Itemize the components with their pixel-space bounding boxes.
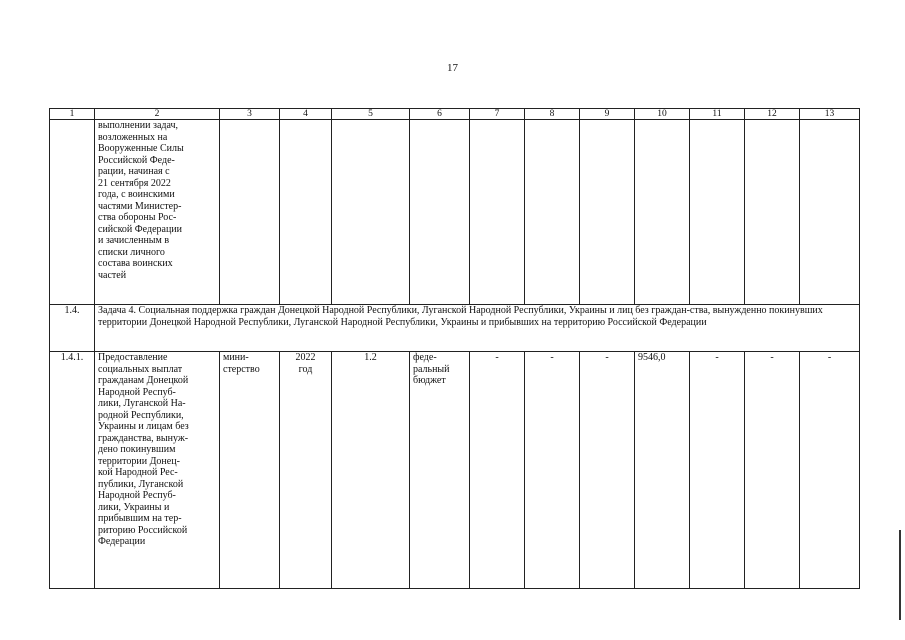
- page-number: 17: [447, 62, 458, 74]
- header-cell: 10: [635, 109, 690, 120]
- header-row: [50, 109, 860, 120]
- item-col12: -: [745, 352, 800, 589]
- item-description: Предоставление социальных выплат гражданам Донецкой Народной Респуб- лики, Луганской На- родной Республики, Украины и лицам без гражданства, вынуж- дено покинувшим территории Донец- кой Народной Рес- публики, Луганской Народной Респуб- лики, Украины и прибывшим на тер- риторию Российской Федерации: [95, 352, 220, 589]
- scan-edge-mark: [899, 530, 901, 620]
- item-year: 2022 год: [280, 352, 332, 589]
- header-cell: 12: [745, 109, 800, 120]
- header-cell: 4: [280, 109, 332, 120]
- cell-empty: [635, 120, 690, 305]
- cell-empty: [332, 120, 410, 305]
- cell-empty: [220, 120, 280, 305]
- item-number: 1.4.1.: [50, 352, 95, 589]
- header-cell: 7: [470, 109, 525, 120]
- task-row: [50, 305, 860, 352]
- cell-empty: [470, 120, 525, 305]
- item-executor: мини- стерство: [220, 352, 280, 589]
- cell-empty: [745, 120, 800, 305]
- header-cell: 3: [220, 109, 280, 120]
- header-cell: 5: [332, 109, 410, 120]
- cell-empty: [50, 120, 95, 305]
- item-row: [50, 352, 860, 589]
- cell-empty: [800, 120, 860, 305]
- cell-empty: [410, 120, 470, 305]
- cell-empty: [280, 120, 332, 305]
- cell-empty: [525, 120, 580, 305]
- header-cell: 9: [580, 109, 635, 120]
- cell-empty: [690, 120, 745, 305]
- header-cell: 13: [800, 109, 860, 120]
- header-cell: 2: [95, 109, 220, 120]
- item-col9: -: [580, 352, 635, 589]
- item-col8: -: [525, 352, 580, 589]
- task-number: 1.4.: [50, 305, 95, 352]
- item-col5: 1.2: [332, 352, 410, 589]
- item-col10: 9546,0: [635, 352, 690, 589]
- continuation-row: [50, 120, 860, 305]
- header-cell: 8: [525, 109, 580, 120]
- header-cell: 6: [410, 109, 470, 120]
- cell-empty: [580, 120, 635, 305]
- task-text: Задача 4. Социальная поддержка граждан Донецкой Народной Республики, Луганской Народной Республики, Украины и лиц без граждан-ства, вынужденно покинувших территории Донецкой Народной Республики, Луганской Народной Республики, Украины и прибывших на территорию Российской Федерации: [95, 305, 860, 352]
- item-col13: -: [800, 352, 860, 589]
- item-col11: -: [690, 352, 745, 589]
- item-col7: -: [470, 352, 525, 589]
- header-cell: 11: [690, 109, 745, 120]
- program-table: [49, 108, 860, 589]
- item-source: феде- ральный бюджет: [410, 352, 470, 589]
- header-cell: 1: [50, 109, 95, 120]
- continuation-description: выполнении задач, возложенных на Вооруженные Силы Российской Феде- рации, начиная с 21 сентября 2022 года, с воинскими частями Министер- ства обороны Рос- сийской Федерации и зачисленным в списки личного состава воинских частей: [95, 120, 220, 305]
